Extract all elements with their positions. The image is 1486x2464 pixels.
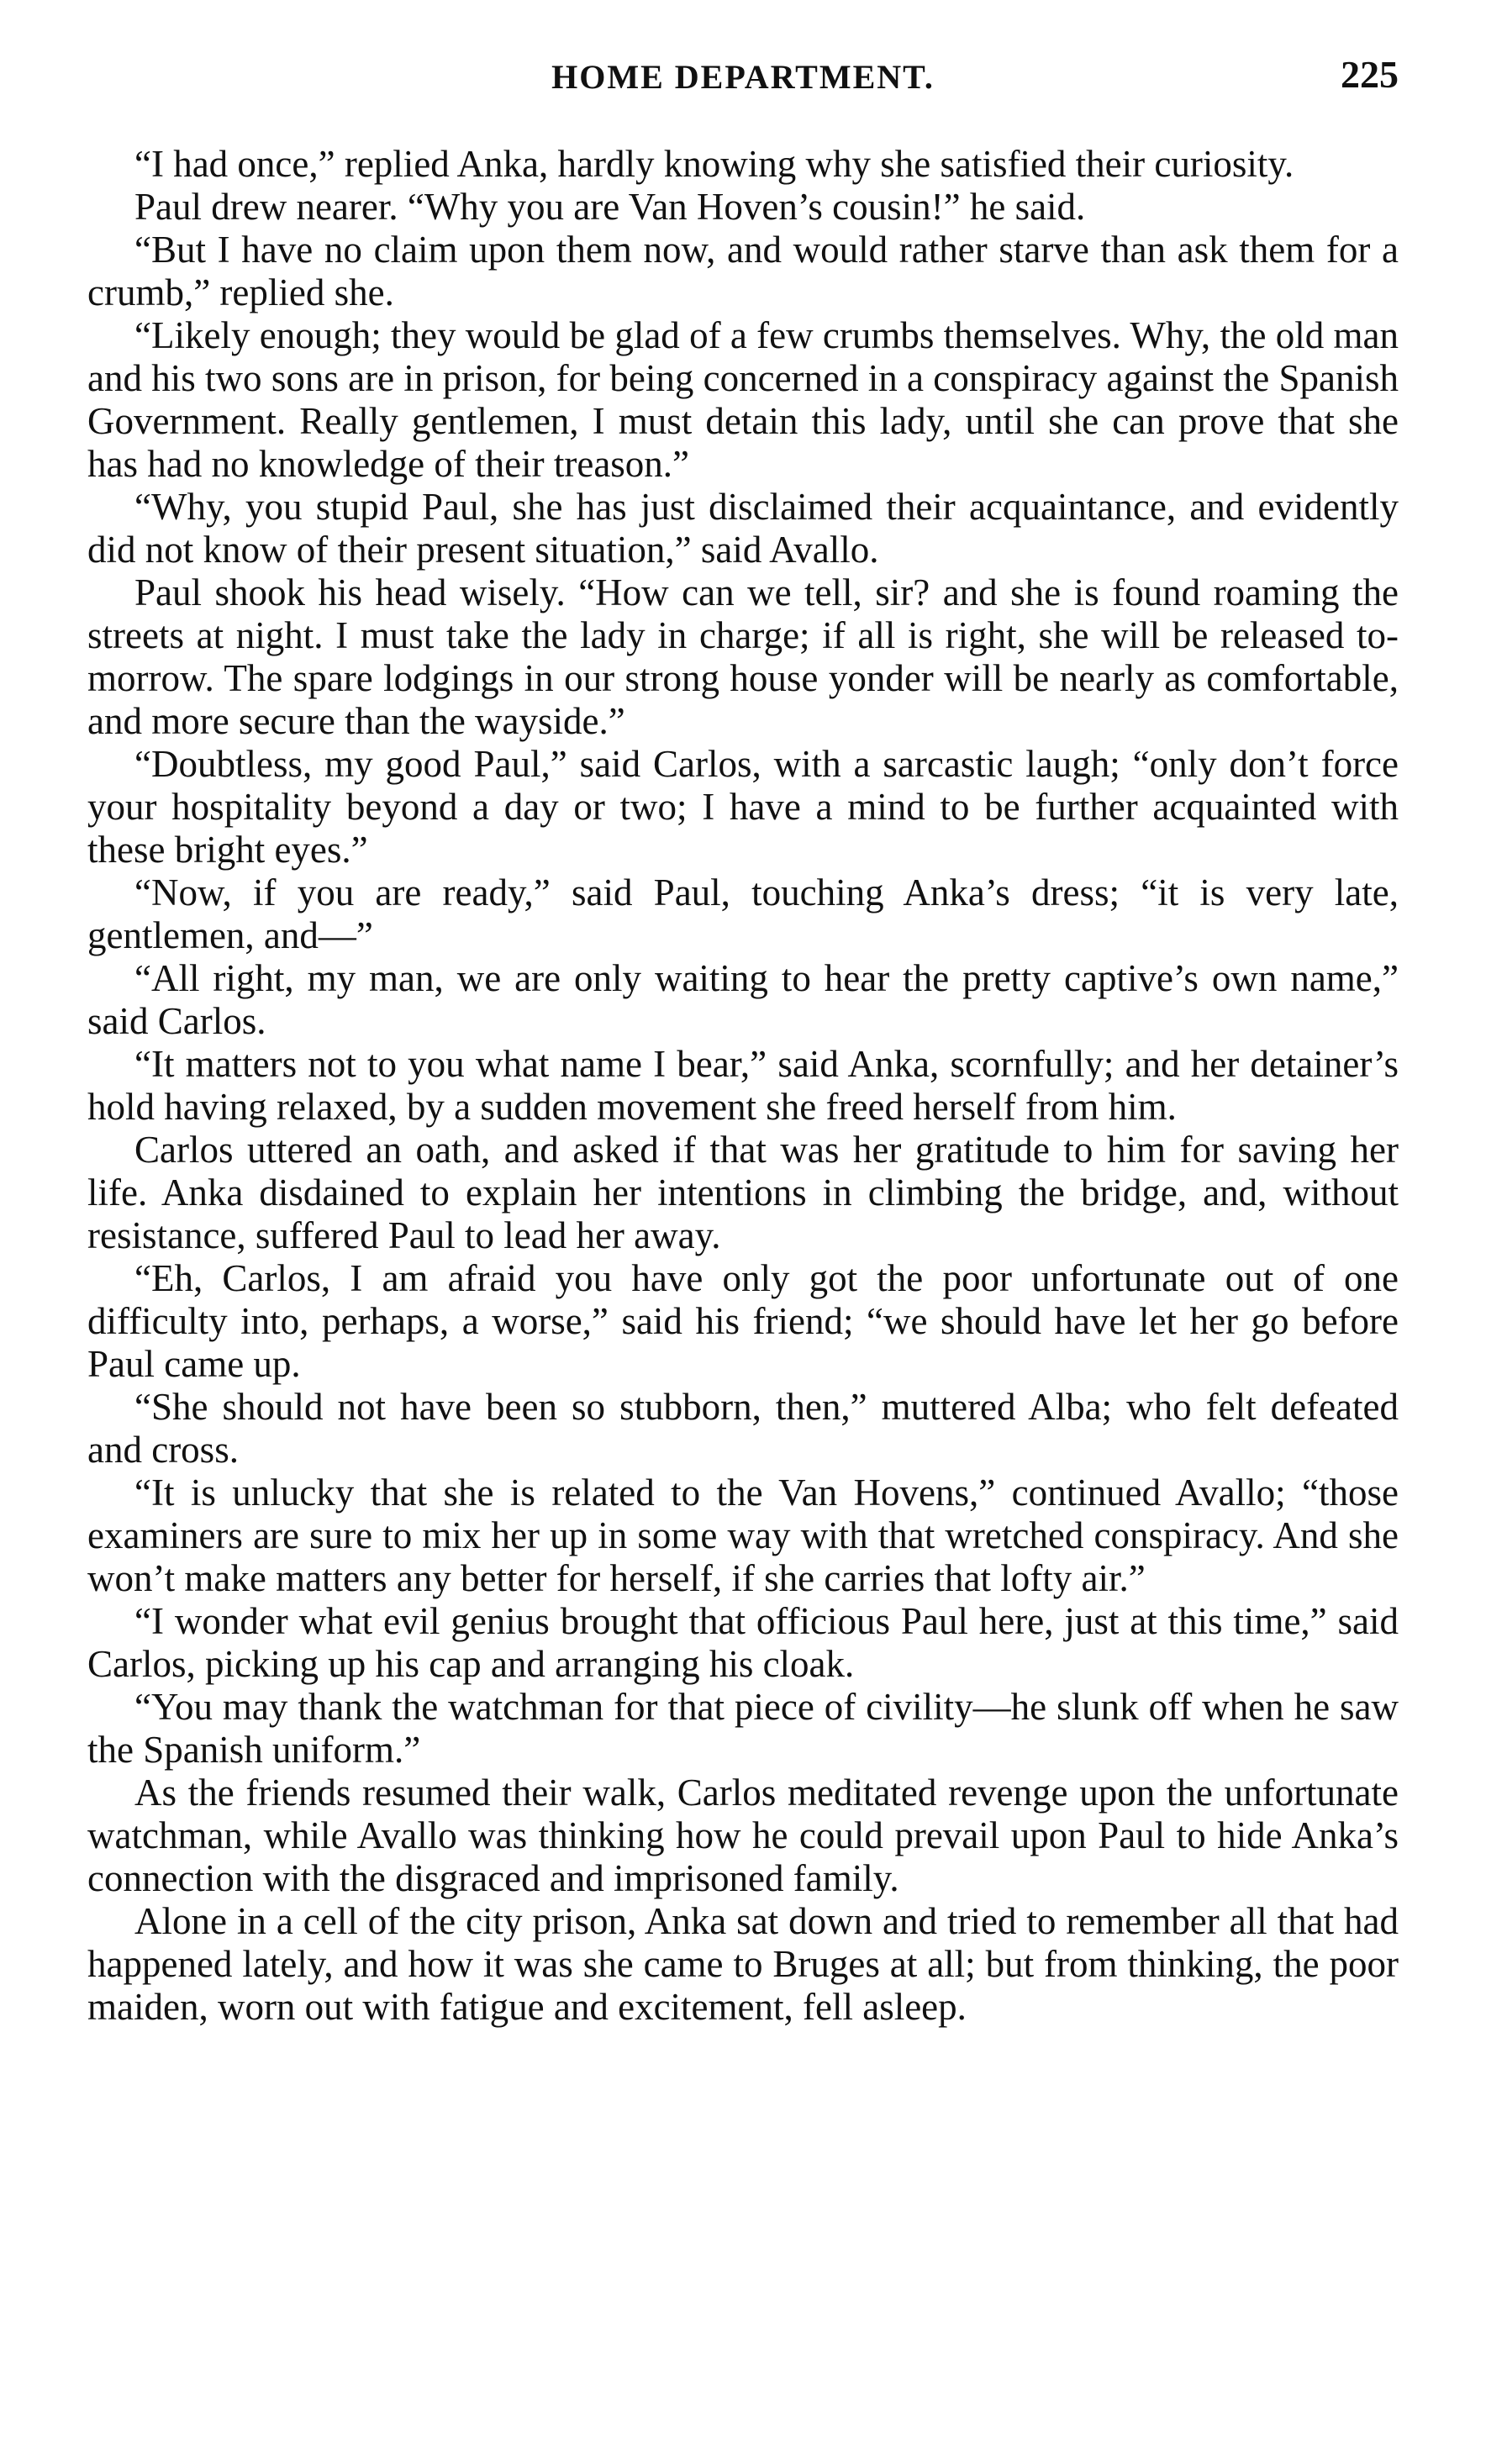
- paragraph: “All right, my man, we are only waiting to hear the pretty captive’s own name,” said Carlos.: [87, 957, 1399, 1042]
- paragraph: Alone in a cell of the city prison, Anka sat down and tried to remember all that had happened lately, and how it was she came to Bruges at all; but from thinking, the poor maiden, worn out with fatigue and excitement, fell asleep.: [87, 1900, 1399, 2028]
- paragraph: “Likely enough; they would be glad of a few crumbs themselves. Why, the old man and his two sons are in prison, for being concerned in a conspiracy against the Spanish Government. Really gentlemen, I must detain this lady, until she can prove that she has had no knowledge of their treason.”: [87, 314, 1399, 485]
- running-head: [87, 52, 1399, 113]
- paragraph: “You may thank the watchman for that piece of civility—he slunk off when he saw the Spanish uniform.”: [87, 1686, 1399, 1771]
- paragraph: Paul drew nearer. “Why you are Van Hoven’s cousin!” he said.: [134, 186, 1086, 228]
- running-title: HOME DEPARTMENT.: [551, 58, 935, 96]
- paragraph: “Why, you stupid Paul, she has just disclaimed their acquaintance, and evidently did not know of their present situation,” said Avallo.: [87, 486, 1399, 571]
- paragraph: “I had once,” replied Anka, hardly knowing why she satisfied their curiosity.: [134, 143, 1294, 185]
- book-page: [87, 52, 1399, 2029]
- paragraph: As the friends resumed their walk, Carlos meditated revenge upon the unfortunate watchman, while Avallo was thinking how he could prevail upon Paul to hide Anka’s connection with the disgraced and imprisoned family.: [87, 1772, 1399, 1899]
- paragraph: Carlos uttered an oath, and asked if that was her gratitude to him for saving her life. Anka disdained to explain her intentions in climbing the bridge, and, without resistance, suffered Paul to lead her away.: [87, 1129, 1399, 1256]
- paragraph: Paul shook his head wisely. “How can we tell, sir? and she is found roaming the streets at night. I must take the lady in charge; if all is right, she will be released to-morrow. The spare lodgings in our strong house yonder will be nearly as comfortable, and more secure than the wayside.”: [87, 571, 1399, 742]
- paragraph: “She should not have been so stubborn, then,” muttered Alba; who felt defeated and cross.: [87, 1386, 1399, 1471]
- paragraph: “Doubtless, my good Paul,” said Carlos, with a sarcastic laugh; “only don’t force your hospitality beyond a day or two; I have a mind to be further acquainted with these bright eyes.”: [87, 743, 1399, 871]
- paragraph: “It is unlucky that she is related to the Van Hovens,” continued Avallo; “those examiners are sure to mix her up in some way with that wretched conspiracy. And she won’t make matters any better for herself, if she carries that lofty air.”: [87, 1472, 1399, 1599]
- page-number: 225: [1341, 53, 1399, 96]
- paragraph: “It matters not to you what name I bear,” said Anka, scornfully; and her detainer’s hold having relaxed, by a sudden movement she freed herself from him.: [87, 1043, 1399, 1128]
- paragraph: “Now, if you are ready,” said Paul, touching Anka’s dress; “it is very late, gentlemen, and—”: [87, 871, 1399, 956]
- body-text: [87, 143, 1399, 2029]
- paragraph: “I wonder what evil genius brought that officious Paul here, just at this time,” said Carlos, picking up his cap and arranging his cloak.: [87, 1600, 1399, 1685]
- paragraph: “But I have no claim upon them now, and would rather starve than ask them for a crumb,” replied she.: [87, 229, 1399, 313]
- paragraph: “Eh, Carlos, I am afraid you have only got the poor unfortunate out of one difficulty into, perhaps, a worse,” said his friend; “we should have let her go before Paul came up.: [87, 1257, 1399, 1385]
